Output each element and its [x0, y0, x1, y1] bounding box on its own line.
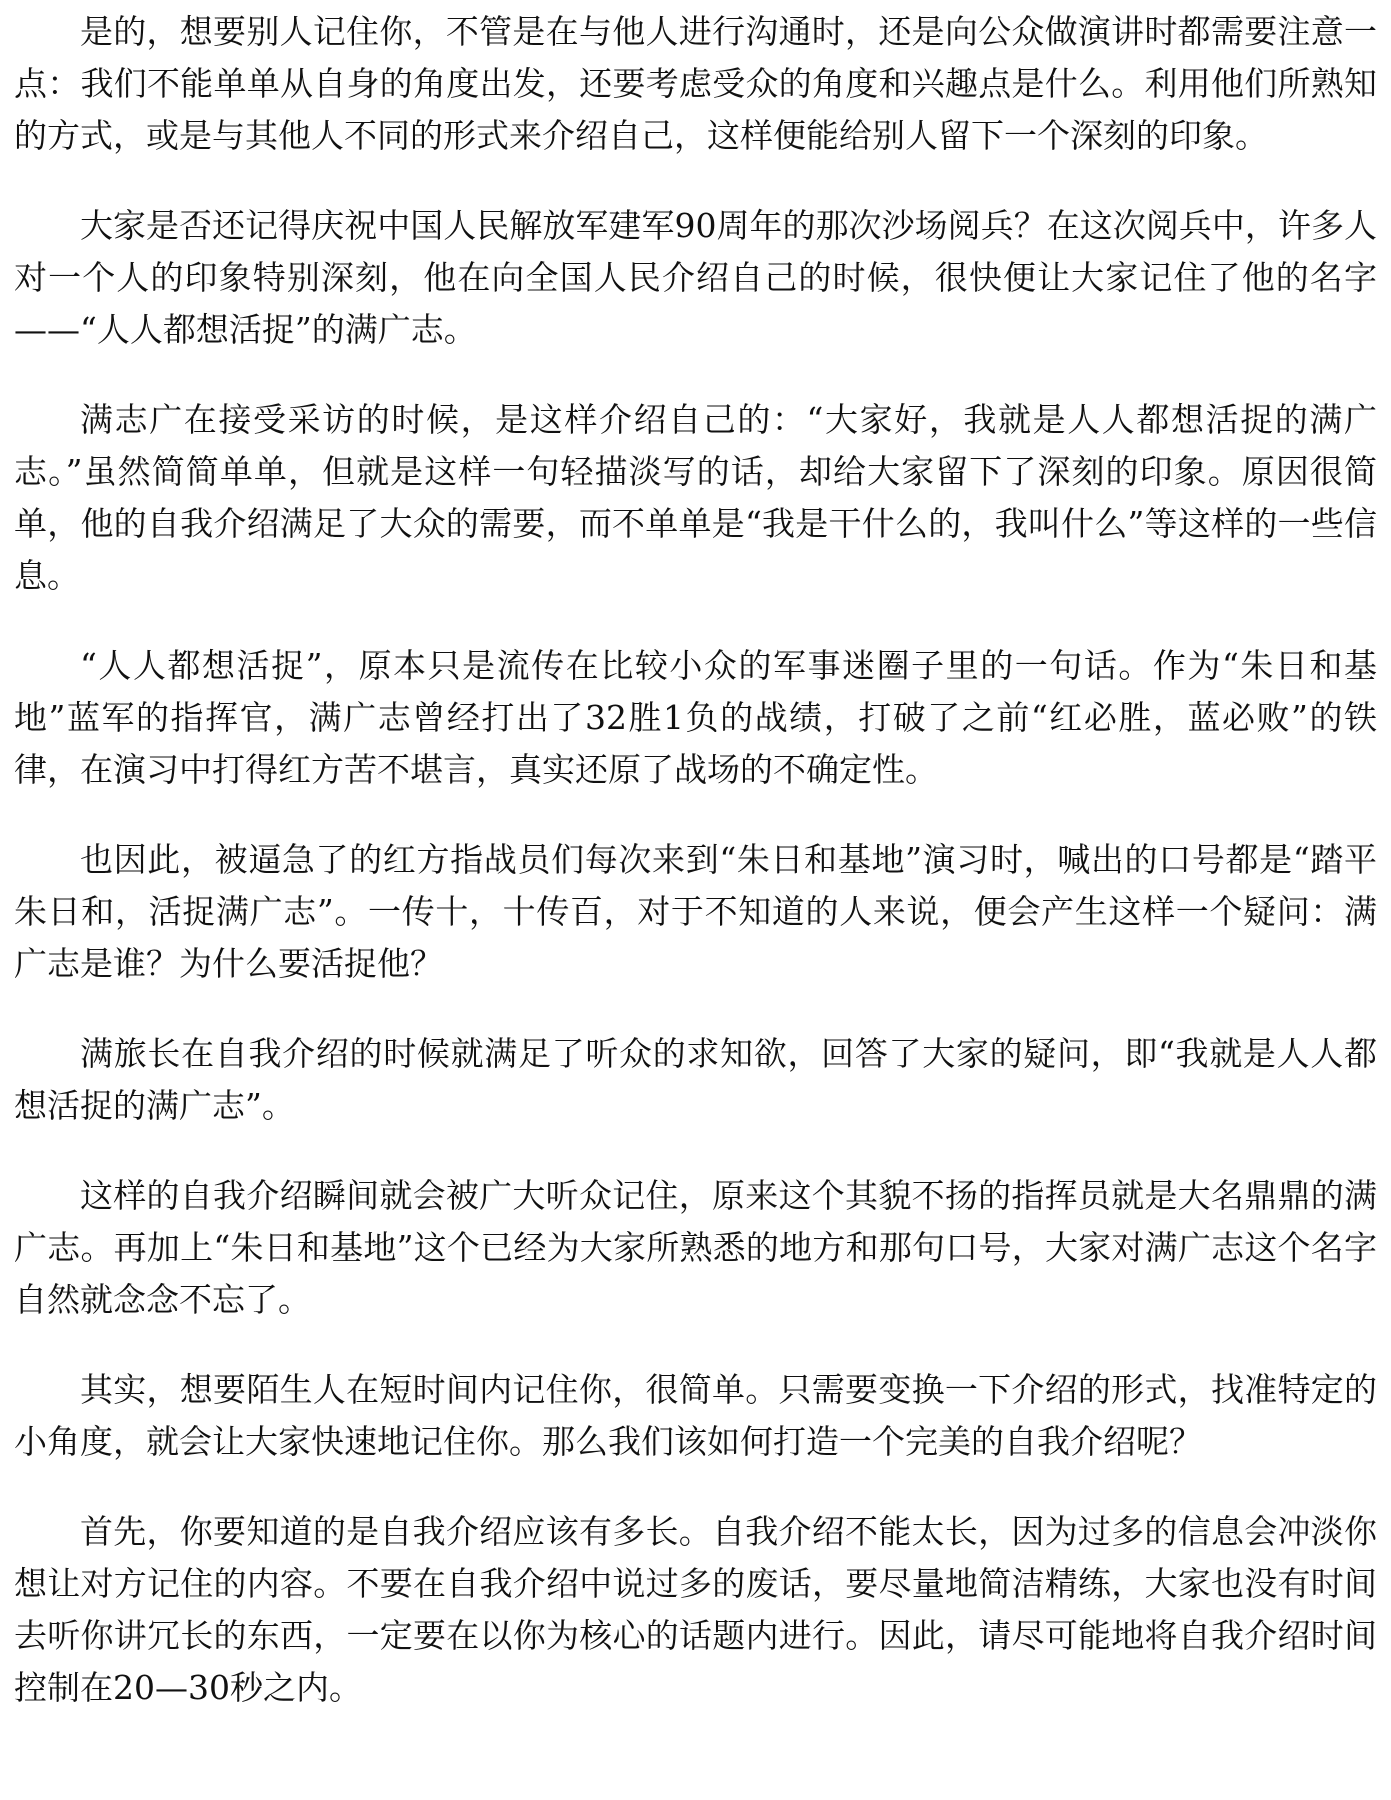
paragraph: 满旅长在自我介绍的时候就满足了听众的求知欲，回答了大家的疑问，即“我就是人人都想活捉的满广志”。	[14, 1034, 1377, 1125]
paragraph: “人人都想活捉”，原本只是流传在比较小众的军事迷圈子里的一句话。作为“朱日和基地”蓝军的指挥官，满广志曾经打出了32胜1负的战绩，打破了之前“红必胜，蓝必败”的铁律，在演习中打得红方苦不堪言，真实还原了战场的不确定性。	[14, 646, 1377, 789]
paragraph: 首先，你要知道的是自我介绍应该有多长。自我介绍不能太长，因为过多的信息会冲淡你想让对方记住的内容。不要在自我介绍中说过多的废话，要尽量地简洁精练，大家也没有时间去听你讲冗长的东西，一定要在以你为核心的话题内进行。因此，请尽可能地将自我介绍时间控制在20—30秒之内。	[14, 1512, 1377, 1707]
paragraph: 其实，想要陌生人在短时间内记住你，很简单。只需要变换一下介绍的形式，找准特定的小角度，就会让大家快速地记住你。那么我们该如何打造一个完美的自我介绍呢？	[14, 1370, 1377, 1461]
paragraph: 大家是否还记得庆祝中国人民解放军建军90周年的那次沙场阅兵？在这次阅兵中，许多人对一个人的印象特别深刻，他在向全国人民介绍自己的时候，很快便让大家记住了他的名字——“人人都想活捉”的满广志。	[14, 206, 1377, 349]
paragraph: 也因此，被逼急了的红方指战员们每次来到“朱日和基地”演习时，喊出的口号都是“踏平朱日和，活捉满广志”。一传十，十传百，对于不知道的人来说，便会产生这样一个疑问：满广志是谁？为什么要活捉他？	[14, 840, 1377, 983]
paragraph: 是的，想要别人记住你，不管是在与他人进行沟通时，还是向公众做演讲时都需要注意一点：我们不能单单从自身的角度出发，还要考虑受众的角度和兴趣点是什么。利用他们所熟知的方式，或是与其他人不同的形式来介绍自己，这样便能给别人留下一个深刻的印象。	[14, 12, 1377, 155]
paragraph: 这样的自我介绍瞬间就会被广大听众记住，原来这个其貌不扬的指挥员就是大名鼎鼎的满广志。再加上“朱日和基地”这个已经为大家所熟悉的地方和那句口号，大家对满广志这个名字自然就念念不忘了。	[14, 1176, 1377, 1319]
paragraph: 满志广在接受采访的时候，是这样介绍自己的：“大家好，我就是人人都想活捉的满广志。”虽然简简单单，但就是这样一句轻描淡写的话，却给大家留下了深刻的印象。原因很简单，他的自我介绍满足了大众的需要，而不单单是“我是干什么的，我叫什么”等这样的一些信息。	[14, 400, 1377, 595]
